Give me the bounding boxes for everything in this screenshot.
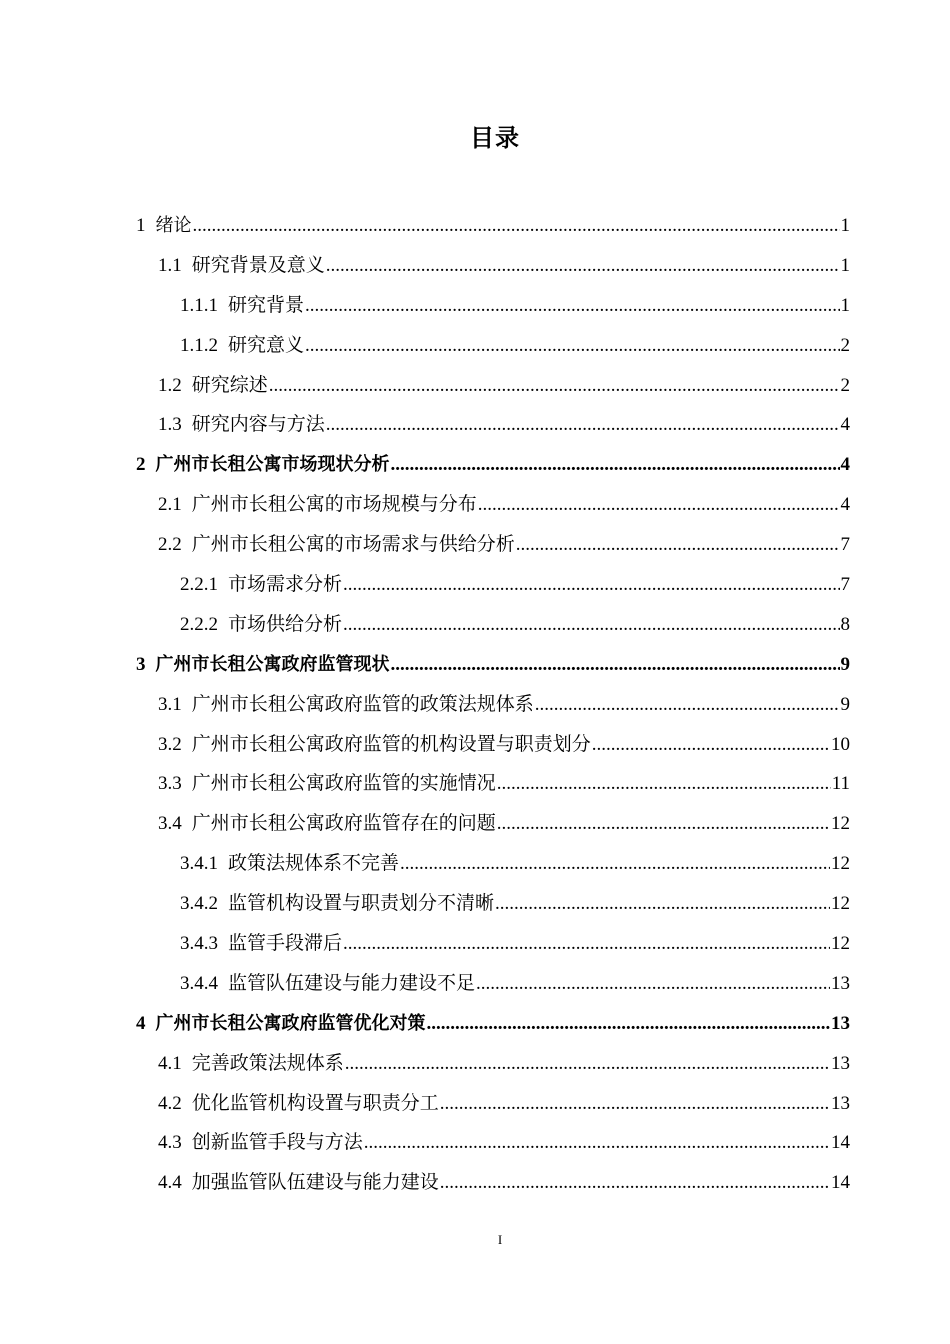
toc-entry-title: 研究背景及意义: [191, 254, 325, 276]
toc-entry-title: 市场需求分析: [228, 574, 343, 596]
toc-entry-1-1-2[interactable]: [136, 326, 850, 366]
toc-entry-1[interactable]: [136, 206, 850, 246]
toc-entry-title: 市场供给分析: [228, 613, 343, 635]
toc-entry-number: 4.1: [158, 1052, 182, 1074]
toc-entry-1-3[interactable]: [136, 405, 850, 445]
toc-entry-page-number: 14: [831, 1132, 850, 1154]
toc-entry-title: 监管队伍建设与能力建设不足: [228, 972, 476, 994]
toc-entry-number: 3.4.2: [180, 893, 218, 915]
toc-entry-3-4[interactable]: [136, 804, 850, 844]
toc-entry-number: 4: [136, 1012, 146, 1034]
toc-entry-title: 广州市长租公寓政府监管现状: [155, 653, 390, 675]
toc-entry-title: 广州市长租公寓的市场规模与分布: [191, 494, 477, 516]
toc-entry-number: 3.1: [158, 693, 182, 715]
toc-entry-number: 3.4.1: [180, 853, 218, 875]
toc-dot-leader: [592, 725, 830, 765]
toc-entry-page-number: 10: [831, 733, 850, 755]
toc-entry-page-number: 13: [831, 1052, 850, 1074]
toc-dot-leader: [440, 1084, 830, 1124]
toc-dot-leader: [427, 1004, 831, 1044]
toc-entry-3-2[interactable]: [136, 725, 850, 765]
toc-entry-number: 3.3: [158, 773, 182, 795]
toc-entry-page-number: 14: [831, 1172, 850, 1194]
toc-dot-leader: [497, 764, 831, 804]
toc-entry-title: 研究背景: [228, 294, 305, 316]
toc-entry-3-3[interactable]: [136, 764, 850, 804]
toc-entry-title: 广州市长租公寓政府监管的实施情况: [191, 773, 496, 795]
toc-entry-title: 广州市长租公寓政府监管的政策法规体系: [191, 693, 534, 715]
toc-dot-leader: [305, 326, 839, 366]
toc-dot-leader: [391, 445, 840, 485]
toc-entry-4-2[interactable]: [136, 1084, 850, 1124]
toc-dot-leader: [497, 804, 830, 844]
footer-page-number: I: [497, 1232, 503, 1247]
toc-entry-number: 3.2: [158, 733, 182, 755]
toc-entry-title: 监管手段滞后: [228, 933, 343, 955]
toc-entry-title: 广州市长租公寓政府监管的机构设置与职责划分: [191, 733, 591, 755]
toc-entry-number: 2.2: [158, 534, 182, 556]
toc-entry-page-number: 13: [831, 1092, 850, 1114]
toc-entry-1-1[interactable]: [136, 246, 850, 286]
toc-entry-number: 2.1: [158, 494, 182, 516]
toc-entry-3[interactable]: [136, 645, 850, 685]
toc-entry-number: 3.4.3: [180, 933, 218, 955]
toc-entry-page-number: 12: [831, 893, 850, 915]
toc-entry-number: 1.1.1: [180, 294, 218, 316]
toc-entry-page-number: 11: [831, 773, 850, 795]
toc-dot-leader: [364, 1123, 830, 1163]
toc-dot-leader: [343, 924, 830, 964]
toc-entry-page-number: 12: [831, 853, 850, 875]
toc-entry-number: 1.2: [158, 374, 182, 396]
toc-entry-4-1[interactable]: [136, 1044, 850, 1084]
toc-entry-page-number: 9: [840, 693, 850, 715]
toc-entry-2[interactable]: [136, 445, 850, 485]
toc-entry-number: 2.2.2: [180, 613, 218, 635]
toc-entry-number: 4.2: [158, 1092, 182, 1114]
toc-dot-leader: [391, 645, 840, 685]
toc-entry-3-4-1[interactable]: [136, 844, 850, 884]
toc-entry-title: 监管机构设置与职责划分不清晰: [228, 893, 495, 915]
toc-entry-2-2-2[interactable]: [136, 605, 850, 645]
toc-entry-1-1-1[interactable]: [136, 286, 850, 326]
toc-entry-page-number: 4: [840, 414, 850, 436]
toc-entry-number: 4.4: [158, 1172, 182, 1194]
toc-entry-title: 研究综述: [191, 374, 268, 396]
toc-entry-3-4-2[interactable]: [136, 884, 850, 924]
toc-dot-leader: [326, 405, 840, 445]
toc-dot-leader: [345, 1044, 830, 1084]
toc-entry-4-3[interactable]: [136, 1123, 850, 1163]
toc-entry-title: 加强监管队伍建设与能力建设: [191, 1172, 439, 1194]
toc-entry-title: 优化监管机构设置与职责分工: [191, 1092, 439, 1114]
toc-entry-2-2[interactable]: [136, 525, 850, 565]
toc-entry-title: 广州市长租公寓市场现状分析: [155, 454, 390, 476]
toc-entry-title: 研究内容与方法: [191, 414, 325, 436]
toc-dot-leader: [478, 485, 840, 525]
toc-entry-number: 1.1: [158, 254, 182, 276]
toc-entry-title: 创新监管手段与方法: [191, 1132, 363, 1154]
toc-entry-page-number: 1: [840, 294, 850, 316]
toc-entry-3-1[interactable]: [136, 685, 850, 725]
toc-entry-number: 3.4: [158, 813, 182, 835]
toc-entry-4-4[interactable]: [136, 1163, 850, 1203]
table-of-contents: [136, 206, 850, 1203]
toc-entry-page-number: 1: [840, 254, 850, 276]
toc-entry-title: 广州市长租公寓政府监管存在的问题: [191, 813, 496, 835]
toc-entry-number: 3: [136, 653, 146, 675]
toc-entry-page-number: 13: [831, 1012, 850, 1034]
toc-entry-number: 1: [136, 215, 146, 236]
toc-entry-number: 1.3: [158, 414, 182, 436]
toc-entry-page-number: 7: [840, 574, 850, 596]
toc-entry-number: 3.4.4: [180, 972, 218, 994]
toc-entry-title: 广州市长租公寓政府监管优化对策: [155, 1012, 426, 1034]
toc-entry-1-2[interactable]: [136, 366, 850, 406]
toc-entry-page-number: 13: [831, 972, 850, 994]
toc-dot-leader: [440, 1163, 830, 1203]
toc-entry-4[interactable]: [136, 1004, 850, 1044]
toc-entry-page-number: 7: [840, 534, 850, 556]
toc-entry-title: 研究意义: [228, 334, 305, 356]
toc-entry-title: 政策法规体系不完善: [228, 853, 400, 875]
toc-dot-leader: [476, 964, 830, 1004]
toc-dot-leader: [305, 286, 839, 326]
toc-entry-title: 绪论: [155, 215, 192, 236]
toc-entry-number: 2: [136, 454, 146, 476]
toc-dot-leader: [495, 884, 830, 924]
toc-dot-leader: [269, 366, 840, 406]
toc-dot-leader: [343, 565, 839, 605]
toc-entry-page-number: 12: [831, 933, 850, 955]
toc-entry-page-number: 4: [840, 454, 850, 476]
toc-entry-page-number: 12: [831, 813, 850, 835]
toc-entry-2-1[interactable]: [136, 485, 850, 525]
toc-entry-title: 完善政策法规体系: [191, 1052, 344, 1074]
toc-entry-2-2-1[interactable]: [136, 565, 850, 605]
toc-entry-page-number: 8: [840, 613, 850, 635]
toc-entry-page-number: 2: [840, 374, 850, 396]
toc-dot-leader: [400, 844, 830, 884]
page-title: 目录: [470, 124, 520, 152]
toc-dot-leader: [343, 605, 839, 645]
toc-entry-title: 广州市长租公寓的市场需求与供给分析: [191, 534, 515, 556]
toc-entry-page-number: 9: [840, 653, 850, 675]
toc-entry-number: 1.1.2: [180, 334, 218, 356]
toc-dot-leader: [535, 685, 840, 725]
toc-entry-number: 4.3: [158, 1132, 182, 1154]
toc-entry-number: 2.2.1: [180, 574, 218, 596]
toc-entry-page-number: 4: [840, 494, 850, 516]
toc-entry-3-4-4[interactable]: [136, 964, 850, 1004]
toc-dot-leader: [516, 525, 840, 565]
toc-dot-leader: [326, 246, 840, 286]
toc-dot-leader: [193, 206, 840, 246]
toc-entry-page-number: 1: [840, 215, 850, 236]
toc-entry-page-number: 2: [840, 334, 850, 356]
toc-entry-3-4-3[interactable]: [136, 924, 850, 964]
